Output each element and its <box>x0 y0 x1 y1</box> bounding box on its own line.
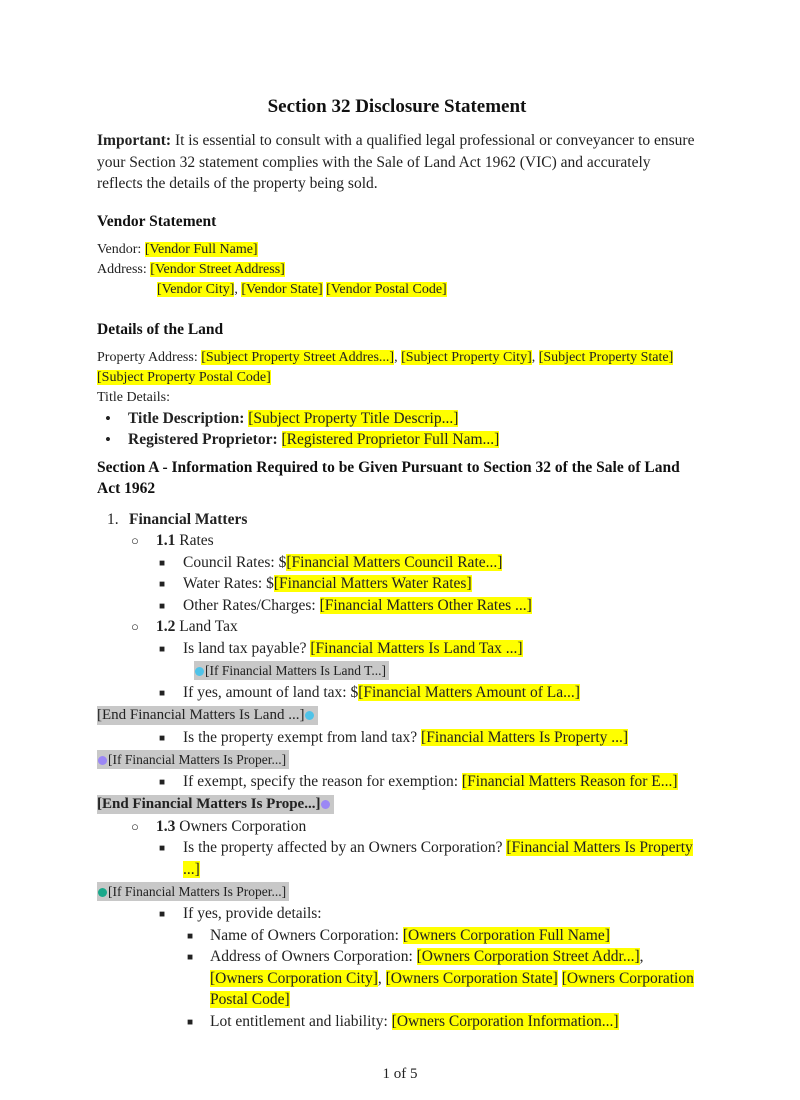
cyan-marker-icon <box>195 667 204 676</box>
land-tax-label: Land Tax <box>175 618 238 635</box>
owners-number: 1.3 <box>156 817 176 835</box>
owners-affected-label: Is the property affected by an Owners Corporation? <box>183 839 507 856</box>
owners-street-field[interactable]: [Owners Corporation Street Addr...] <box>416 948 640 965</box>
square-bullet-icon: ■ <box>159 843 166 854</box>
other-rates-label: Other Rates/Charges: <box>183 596 320 614</box>
proprietor-field[interactable]: [Registered Proprietor Full Nam...] <box>281 431 500 448</box>
land-heading: Details of the Land <box>97 320 224 338</box>
owners-postal-field[interactable]: [Owners Corporation Postal Code] <box>210 969 694 1008</box>
vendor-heading: Vendor Statement <box>97 212 217 230</box>
vendor-postal-field[interactable]: [Vendor Postal Code] <box>326 281 447 297</box>
land-tax-number: 1.2 <box>156 618 176 635</box>
owners-address-row: ■ Address of Owners Corporation: [Owners Corporation Street Addr...], [Owners Corporation City], [Owners Corporation State] [Owners Corporation Postal Code] <box>187 948 694 1008</box>
other-rates-row <box>97 595 697 617</box>
property-city-field[interactable]: [Subject Property City] <box>401 349 532 365</box>
owners-provide-label: If yes, provide details: <box>183 905 322 922</box>
square-bullet-icon: ■ <box>159 557 166 569</box>
section-a-heading: Section A - Information Required to be Given Pursuant to Section 32 of the Sale of Land Act 1962 <box>97 458 680 497</box>
square-bullet-icon: ■ <box>159 732 166 744</box>
conditional-if-tag[interactable] <box>194 661 389 680</box>
vendor-name-field[interactable]: [Vendor Full Name] <box>144 241 258 257</box>
owners-name-row <box>97 925 697 947</box>
square-bullet-icon: ■ <box>159 643 166 655</box>
title-list <box>97 408 697 451</box>
owners-label: Owners Corporation <box>175 817 307 835</box>
property-street-field[interactable]: [Subject Property Street Addres...] <box>201 349 395 365</box>
list-item <box>97 408 697 430</box>
title-details-label: Title Details: <box>97 389 170 405</box>
if-tag-text: [If Financial Matters Is Proper...] <box>108 884 287 899</box>
conditional-if-tag[interactable] <box>97 882 289 901</box>
land-tax-amount-label: If yes, amount of land tax: $ <box>183 684 359 701</box>
land-tax-payable-label: Is land tax payable? <box>183 639 311 657</box>
page-number: 1 of 5 <box>382 1066 418 1082</box>
title-description-field[interactable]: [Subject Property Title Descrip...] <box>248 409 459 427</box>
conditional-if-tag[interactable] <box>97 750 289 769</box>
owners-address-label: Address of Owners Corporation: <box>210 948 417 965</box>
financial-matters-item <box>97 509 697 531</box>
if-tag-text: [If Financial Matters Is Proper...] <box>108 752 287 767</box>
other-rates-field[interactable]: [Financial Matters Other Rates ...] <box>319 596 532 614</box>
land-tax-payable-field[interactable]: [Financial Matters Is Land Tax ...] <box>310 639 523 657</box>
land-tax-exempt-field[interactable]: [Financial Matters Is Property ...] <box>421 728 629 746</box>
circle-bullet-icon: ○ <box>131 818 139 834</box>
end-tag-text: [End Financial Matters Is Land ...] <box>97 706 305 723</box>
title-description-label: Title Description: <box>128 409 245 427</box>
financial-matters-label: Financial Matters <box>129 510 248 528</box>
rates-number: 1.1 <box>156 532 176 549</box>
end-tag-text: [End Financial Matters Is Prope...] <box>97 795 321 812</box>
vendor-city-field[interactable]: [Vendor City] <box>157 281 235 297</box>
owners-city-field[interactable]: [Owners Corporation City] <box>210 969 378 987</box>
water-rates-field[interactable]: [Financial Matters Water Rates] <box>273 575 472 592</box>
conditional-end-tag[interactable] <box>97 795 334 814</box>
land-block: Property Address: [Subject Property Street Addres...], [Subject Property City], [Subject Property State] [Subject Property Postal Code] Title Details: <box>97 348 697 408</box>
item-number: 1. <box>107 510 119 528</box>
important-label: Important: <box>97 132 172 149</box>
vendor-state-field[interactable]: [Vendor State] <box>241 281 323 297</box>
purple-marker-icon <box>321 800 330 809</box>
proprietor-label: Registered Proprietor: <box>128 431 278 448</box>
square-bullet-icon: ■ <box>187 1016 194 1028</box>
separator: , <box>234 281 242 297</box>
vendor-label: Vendor: <box>97 241 145 257</box>
square-bullet-icon: ■ <box>187 952 194 963</box>
important-text: It is essential to consult with a qualified legal professional or conveyancer to ensure your Section 32 statement complies with the Sale of Land Act 1962 (VIC) and accurately reflects the details of the property being sold. <box>97 132 695 192</box>
square-bullet-icon: ■ <box>159 600 166 612</box>
owners-name-label: Name of Owners Corporation: <box>210 926 403 944</box>
document-page <box>97 96 697 1032</box>
land-tax-amount-row <box>97 682 697 704</box>
exempt-reason-field[interactable]: [Financial Matters Reason for E...] <box>461 773 678 790</box>
teal-marker-icon <box>98 888 107 897</box>
property-postal-field[interactable]: [Subject Property Postal Code] <box>97 369 271 385</box>
square-bullet-icon: ■ <box>159 688 166 699</box>
water-rates-row <box>97 573 697 595</box>
land-tax-item <box>97 616 697 638</box>
important-note <box>97 130 697 195</box>
owners-name-field[interactable]: [Owners Corporation Full Name] <box>402 926 610 944</box>
owners-affected-field[interactable]: [Financial Matters Is Property ...] <box>183 839 693 878</box>
square-bullet-icon: ■ <box>159 909 166 920</box>
square-bullet-icon: ■ <box>159 579 166 590</box>
circle-bullet-icon: ○ <box>131 533 139 548</box>
land-tax-amount-field[interactable]: [Financial Matters Amount of La...] <box>358 684 580 701</box>
rates-label: Rates <box>175 532 214 549</box>
owners-corporation-item <box>97 816 697 838</box>
if-tag-text: [If Financial Matters Is Land T...] <box>205 663 386 678</box>
council-rates-row <box>97 552 697 574</box>
square-bullet-icon: ■ <box>159 777 166 788</box>
rates-item <box>97 530 697 552</box>
council-rates-label: Council Rates: $ <box>183 553 287 571</box>
property-address-label: Property Address: <box>97 349 202 365</box>
council-rates-field[interactable]: [Financial Matters Council Rate...] <box>286 553 503 571</box>
property-state-field[interactable]: [Subject Property State] <box>538 349 674 365</box>
owners-lot-label: Lot entitlement and liability: <box>210 1012 392 1030</box>
conditional-end-tag[interactable] <box>97 706 318 725</box>
owners-affected-row <box>97 837 697 880</box>
land-tax-exempt-row <box>97 727 697 749</box>
address-label: Address: <box>97 261 151 277</box>
vendor-street-field[interactable]: [Vendor Street Address] <box>150 261 285 277</box>
cyan-marker-icon <box>305 711 314 720</box>
water-rates-label: Water Rates: $ <box>183 575 274 592</box>
owners-provide-row <box>97 903 697 925</box>
owners-lot-field[interactable]: [Owners Corporation Information...] <box>391 1012 619 1030</box>
land-tax-exempt-label: Is the property exempt from land tax? <box>183 728 422 746</box>
circle-bullet-icon: ○ <box>131 619 139 634</box>
purple-marker-icon <box>98 756 107 765</box>
land-tax-payable-row <box>97 638 697 660</box>
square-bullet-icon: ■ <box>187 930 194 942</box>
exempt-reason-label: If exempt, specify the reason for exemption: <box>183 773 462 790</box>
owners-state-field[interactable]: [Owners Corporation State] <box>385 969 558 987</box>
exempt-reason-row <box>97 771 697 793</box>
vendor-block <box>97 240 697 300</box>
list-item <box>97 429 697 451</box>
owners-lot-row <box>97 1011 697 1033</box>
document-title: Section 32 Disclosure Statement <box>267 96 527 117</box>
